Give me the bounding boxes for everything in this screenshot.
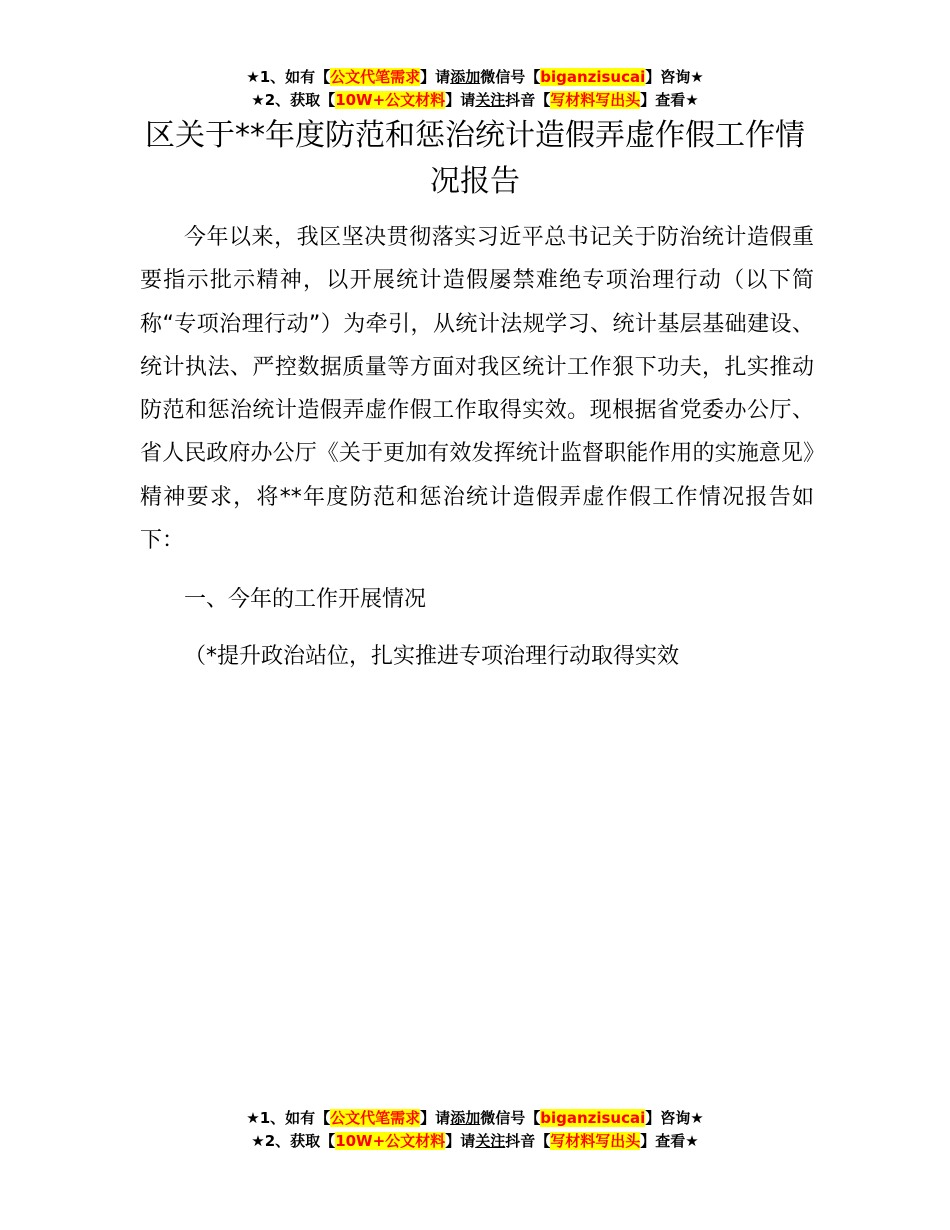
banner-underlined-text: 关注 xyxy=(475,91,506,109)
banner-text: 】咨询★ xyxy=(645,68,704,86)
document-title: 区关于**年度防范和惩治统计造假弄虚作假工作情况报告 xyxy=(145,118,805,199)
document-body xyxy=(140,216,814,678)
banner-text: 微信号【 xyxy=(480,1109,541,1127)
bottom-promo-banner xyxy=(0,1107,950,1153)
banner-text: 】查看★ xyxy=(640,91,699,109)
banner-text: 】请 xyxy=(420,68,451,86)
section-heading-1: 一、今年的工作开展情况 xyxy=(184,587,427,613)
banner-highlight: 公文代笔需求 xyxy=(330,68,421,86)
banner-douyin-id: 写材料写出头 xyxy=(550,91,641,109)
banner-underlined-text: 关注 xyxy=(475,1132,506,1150)
top-promo-banner xyxy=(0,66,950,112)
banner-text: 】查看★ xyxy=(640,1132,699,1150)
banner-text: 】请 xyxy=(420,1109,451,1127)
banner-highlight: 公文代笔需求 xyxy=(330,1109,421,1127)
intro-paragraph: 今年以来，我区坚决贯彻落实习近平总书记关于防治统计造假重要指示批示精神，以开展统计造假屡禁难绝专项治理行动（以下简称“专项治理行动”）为牵引，从统计法规学习、统计基层基础建设、统计执法、严控数据质量等方面对我区统计工作狠下功夫，扎实推动防范和惩治统计造假弄虚作假工作取得实效。现根据省党委办公厅、省人民政府办公厅《关于更加有效发挥统计监督职能作用的实施意见》精神要求，将**年度防范和惩治统计造假弄虚作假工作情况报告如下： xyxy=(140,225,814,554)
banner-text: ★1、如有【 xyxy=(246,1109,331,1127)
banner-line-1 xyxy=(0,66,950,89)
banner-text: 】请 xyxy=(445,91,476,109)
subsection-heading-1: （*提升政治站位，扎实推进专项治理行动取得实效 xyxy=(184,644,680,670)
banner-wechat-id: biganzisucai xyxy=(540,1109,646,1127)
banner-underlined-text: 添加 xyxy=(450,68,481,86)
banner-text: 】咨询★ xyxy=(645,1109,704,1127)
banner-highlight: 10W+公文材料 xyxy=(335,91,446,109)
banner-line-1 xyxy=(0,1107,950,1130)
banner-text: ★2、获取【 xyxy=(251,1132,336,1150)
banner-douyin-id: 写材料写出头 xyxy=(550,1132,641,1150)
banner-line-2 xyxy=(0,89,950,112)
banner-text: ★1、如有【 xyxy=(246,68,331,86)
banner-highlight: 10W+公文材料 xyxy=(335,1132,446,1150)
banner-text: 抖音【 xyxy=(505,91,551,109)
banner-line-2 xyxy=(0,1130,950,1153)
banner-underlined-text: 添加 xyxy=(450,1109,481,1127)
banner-text: 抖音【 xyxy=(505,1132,551,1150)
banner-text: ★2、获取【 xyxy=(251,91,336,109)
banner-wechat-id: biganzisucai xyxy=(540,68,646,86)
banner-text: 】请 xyxy=(445,1132,476,1150)
banner-text: 微信号【 xyxy=(480,68,541,86)
